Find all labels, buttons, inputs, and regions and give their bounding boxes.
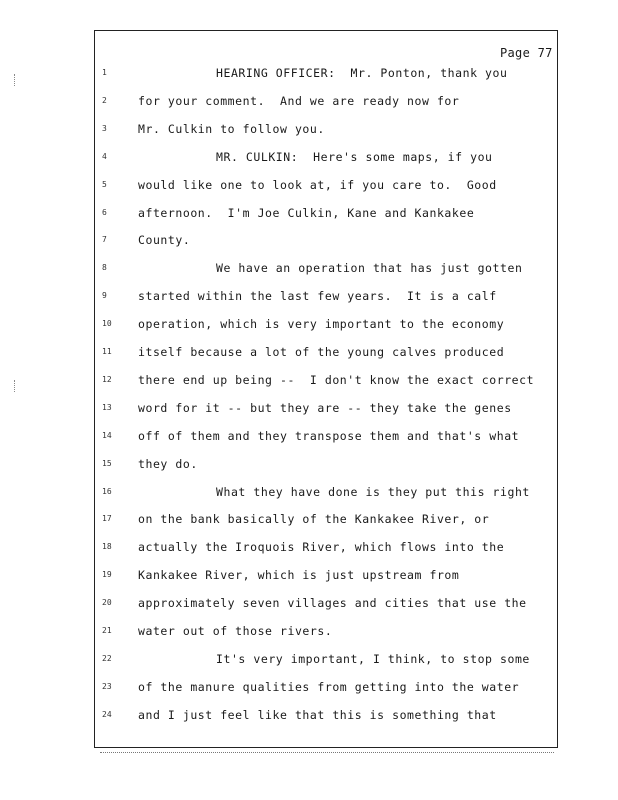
line-text: off of them and they transpose them and that's what [138, 428, 520, 443]
line-number: 12 [102, 374, 112, 384]
line-number: 18 [102, 542, 112, 552]
transcript-line [94, 680, 558, 696]
line-text: HEARING OFFICER: Mr. Ponton, thank you [216, 66, 508, 80]
line-number: 8 [102, 263, 107, 273]
line-text: afternoon. I'm Joe Culkin, Kane and Kankakee [138, 205, 475, 220]
transcript-line [94, 345, 558, 361]
line-number: 17 [102, 514, 112, 524]
line-number: 7 [102, 235, 107, 245]
line-text: actually the Iroquois River, which flows into the [138, 540, 505, 555]
transcript-line [94, 485, 558, 501]
transcript-line [94, 94, 558, 110]
line-text: approximately seven villages and cities that use the [138, 596, 527, 611]
line-text: Kankakee River, which is just upstream from [138, 568, 460, 583]
transcript-line [94, 457, 558, 473]
transcript-line [94, 66, 558, 82]
line-text: We have an operation that has just gotten [216, 261, 523, 276]
transcript-line [94, 206, 558, 222]
line-number: 21 [102, 626, 112, 635]
line-text: of the manure qualities from getting into the water [138, 679, 520, 694]
transcript-line [94, 652, 558, 668]
line-text: and I just feel like that this is something that [138, 707, 497, 722]
line-text: itself because a lot of the young calves produced [138, 345, 505, 359]
transcript-line [94, 261, 558, 277]
line-text: It's very important, I think, to stop some [216, 651, 530, 666]
line-text: Mr. Culkin to follow you. [138, 121, 325, 136]
transcript-line [94, 401, 558, 417]
line-number: 1 [102, 68, 107, 77]
transcript-line [94, 178, 558, 194]
line-number: 24 [102, 709, 112, 719]
line-text: they do. [138, 456, 198, 471]
line-number: 23 [102, 681, 112, 691]
transcript-line [94, 429, 558, 445]
transcript-line [94, 512, 558, 528]
line-text: word for it -- but they are -- they take the genes [138, 400, 512, 415]
transcript-line [94, 122, 558, 138]
line-number: 6 [102, 207, 107, 217]
line-number: 2 [102, 95, 107, 105]
page-number: Page 77 [500, 46, 553, 60]
transcript-line [94, 233, 558, 249]
line-number: 3 [102, 123, 107, 133]
line-number: 11 [102, 347, 112, 356]
line-text: would like one to look at, if you care to. Good [138, 177, 497, 192]
line-number: 14 [102, 430, 112, 440]
line-text: there end up being -- I don't know the exact correct [138, 372, 535, 387]
line-text: water out of those rivers. [138, 624, 333, 638]
line-text: What they have done is they put this right [216, 484, 530, 499]
line-number: 16 [102, 486, 112, 496]
line-number: 19 [102, 570, 112, 580]
transcript-line [94, 540, 558, 556]
line-number: 15 [102, 458, 112, 468]
transcript-line [94, 317, 558, 333]
line-text: for your comment. And we are ready now for [138, 93, 460, 108]
hole-punch-mark [14, 380, 17, 392]
transcript-line [94, 150, 558, 166]
line-number: 20 [102, 598, 112, 608]
line-number: 4 [102, 151, 107, 161]
transcript-line [94, 373, 558, 389]
line-number: 9 [102, 291, 107, 301]
line-text: on the bank basically of the Kankakee River, or [138, 512, 490, 527]
line-text: started within the last few years. It is a calf [138, 289, 497, 304]
line-number: 5 [102, 179, 107, 189]
line-text: MR. CULKIN: Here's some maps, if you [216, 149, 493, 164]
line-number: 10 [102, 319, 112, 329]
line-text: operation, which is very important to the economy [138, 317, 505, 332]
transcript-line [94, 568, 558, 584]
transcript-line [94, 596, 558, 612]
transcript-line [94, 624, 558, 640]
line-number: 22 [102, 653, 112, 663]
transcript-line [94, 289, 558, 305]
hole-punch-mark [14, 74, 17, 86]
line-number: 13 [102, 402, 112, 412]
footer-rule [100, 752, 554, 753]
transcript-line [94, 708, 558, 724]
line-text: County. [138, 233, 191, 248]
